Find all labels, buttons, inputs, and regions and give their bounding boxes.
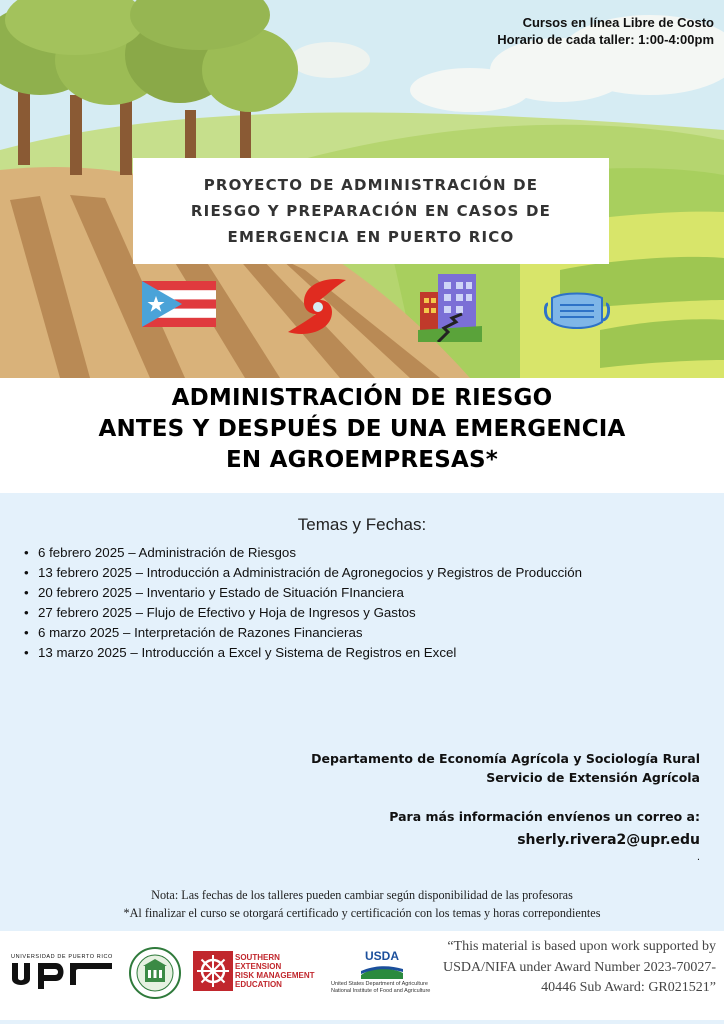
extension-service-seal — [128, 946, 182, 1000]
topics-list — [38, 543, 582, 663]
list-item: • 6 marzo 2025 – Interpretación de Razones Financieras — [38, 623, 582, 643]
upr-arc-text: UNIVERSIDAD DE PUERTO RICO — [11, 954, 113, 960]
info-panel — [0, 493, 724, 931]
schedule-note: Nota: Las fechas de los talleres pueden cambiar según disponibilidad de las profesoras — [151, 888, 573, 902]
upr-logo — [8, 951, 116, 991]
hero-illustration — [0, 0, 724, 378]
certificate-note: *Al finalizar el curso se otorgará certificado y certificación con los temas y horas correpondientes — [123, 906, 601, 920]
nifa-text: National Institute of Food and Agriculture — [331, 988, 431, 994]
main-title: ADMINISTRACIÓN DE RIESGO ANTES Y DESPUÉS DE UNA EMERGENCIA EN AGROEMPRESAS* — [98, 385, 626, 473]
award-statement: “This material is based upon work supported by USDA/NIFA under Award Number 2023-70027-40446 Sub Award: GR021521” — [443, 939, 716, 995]
trailing-dot: . — [696, 852, 700, 863]
department-name: Departamento de Economía Agrícola y Sociología Rural — [311, 751, 700, 766]
department-block — [311, 749, 700, 787]
ship-wheel-icon — [193, 951, 233, 991]
hurricane-icon — [286, 276, 350, 338]
notes-block — [0, 886, 724, 922]
course-cost-text: Cursos en línea Libre de Costo — [522, 15, 714, 30]
project-title-box — [133, 158, 609, 264]
bottom-bar — [0, 1020, 724, 1024]
footer — [0, 931, 724, 1024]
list-item: • 27 febrero 2025 – Flujo de Efectivo y Hoja de Ingresos y Gastos — [38, 603, 582, 623]
puerto-rico-flag-icon — [142, 281, 216, 327]
face-mask-icon — [544, 290, 610, 332]
usda-logo — [331, 947, 437, 997]
list-item: • 20 febrero 2025 – Inventario y Estado de Situación FInanciera — [38, 583, 582, 603]
contact-email-link[interactable]: sherly.rivera2@upr.edu — [517, 832, 700, 848]
course-info — [497, 14, 714, 48]
usda-department-text: United States Department of Agriculture — [331, 981, 428, 987]
usda-mark: USDA — [365, 949, 400, 963]
extension-service-name: Servicio de Extensión Agrícola — [486, 770, 700, 785]
serme-text: SOUTHERN EXTENSION RISK MANAGEMENT EDUCATION — [235, 953, 315, 989]
serme-logo — [193, 951, 323, 993]
list-item: • 13 febrero 2025 – Introducción a Administración de Agronegocios y Registros de Producción — [38, 563, 582, 583]
course-schedule-text: Horario de cada taller: 1:00-4:00pm — [497, 32, 714, 47]
earthquake-building-icon — [418, 272, 482, 342]
project-title: PROYECTO DE ADMINISTRACIÓN DE RIESGO Y PREPARACIÓN EN CASOS DE EMERGENCIA EN PUERTO RICO — [190, 176, 552, 246]
topics-heading: Temas y Fechas: — [297, 515, 427, 534]
usda-landscape-icon — [361, 965, 403, 979]
list-item: • 13 marzo 2025 – Introducción a Excel y Sistema de Registros en Excel — [38, 643, 582, 663]
contact-label: Para más información envíenos un correo a: — [389, 809, 700, 824]
list-item: • 6 febrero 2025 – Administración de Riesgos — [38, 543, 582, 563]
